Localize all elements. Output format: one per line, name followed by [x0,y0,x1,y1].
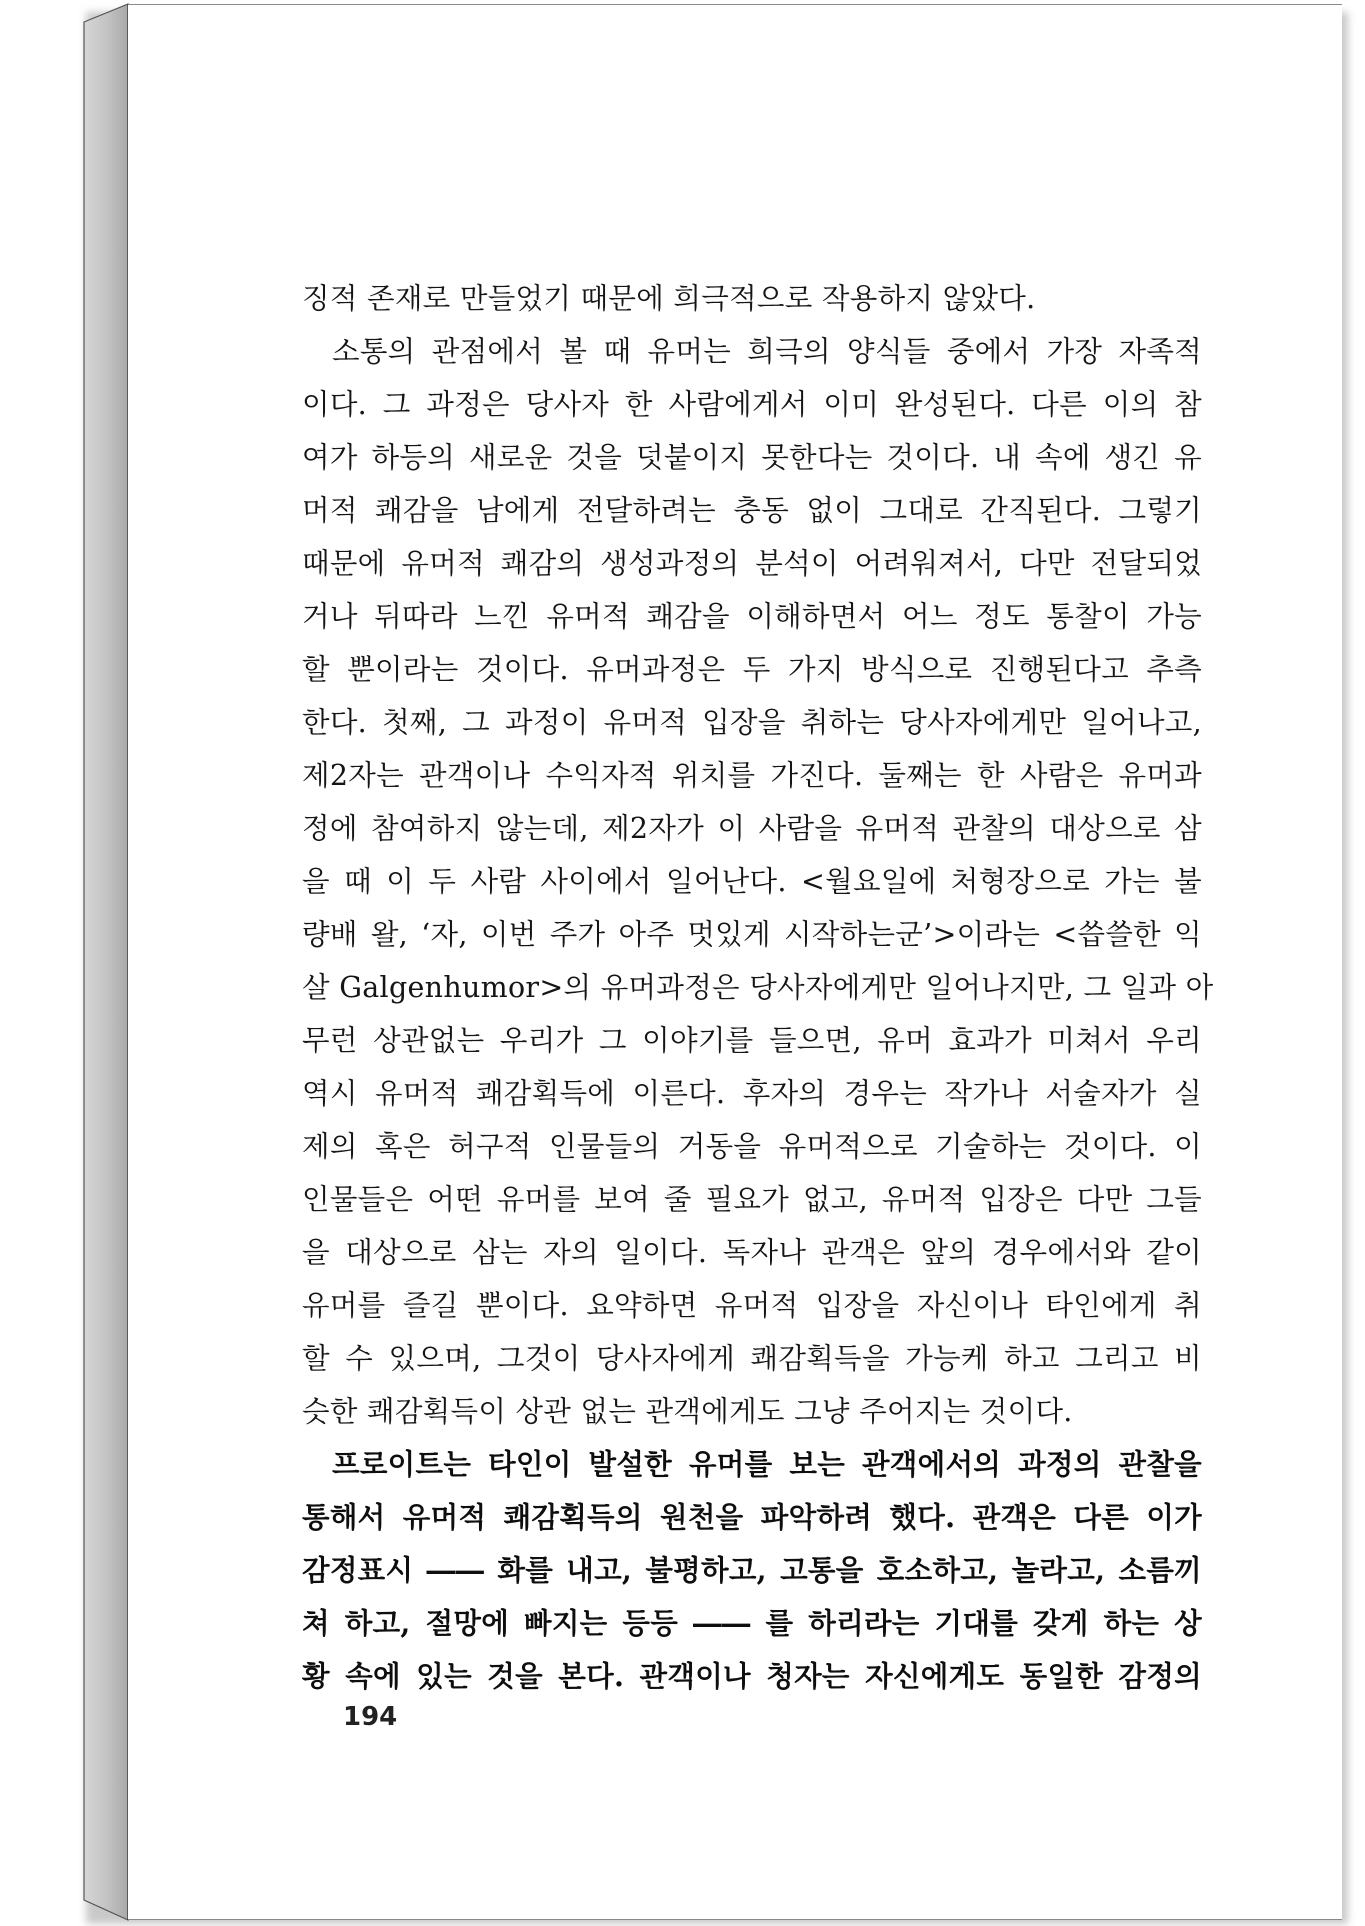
text-line: 을 때 이 두 사람 사이에서 일어난다. <월요일에 처형장으로 가는 불 [302,865,1202,898]
text-line: 징적 존재로 만들었기 때문에 희극적으로 작용하지 않았다. [302,282,1036,315]
text-line: 할 수 있으며, 그것이 당사자에게 쾌감획득을 가능케 하고 그리고 비 [302,1342,1202,1375]
text-line: 소통의 관점에서 볼 때 유머는 희극의 양식들 중에서 가장 자족적 [332,335,1202,368]
body-text [302,272,1214,1703]
text-line: 감정표시 ―― 화를 내고, 불평하고, 고통을 호소하고, 놀라고, 소름끼 [302,1553,1202,1587]
text-line: 정에 참여하지 않는데, 제2자가 이 사람을 유머적 관찰의 대상으로 삼 [302,812,1202,845]
text-line: 슷한 쾌감획득이 상관 없는 관객에게도 그냥 주어지는 것이다. [302,1395,1073,1428]
text-line: 살 Galgenhumor>의 유머과정은 당사자에게만 일어나지만, 그 일과 아 [302,971,1214,1004]
text-line: 제2자는 관객이나 수익자적 위치를 가진다. 둘째는 한 사람은 유머과 [302,759,1202,792]
text-line: 할 뿐이라는 것이다. 유머과정은 두 가지 방식으로 진행된다고 추측 [302,653,1202,686]
page-number: 194 [343,1702,398,1732]
text-line: 제의 혹은 허구적 인물들의 거동을 유머적으로 기술하는 것이다. 이 [302,1130,1202,1163]
text-line: 여가 하등의 새로운 것을 덧붙이지 못한다는 것이다. 내 속에 생긴 유 [302,441,1202,474]
text-line: 한다. 첫째, 그 과정이 유머적 입장을 취하는 당사자에게만 일어나고, [302,706,1202,739]
text-line: 쳐 하고, 절망에 빠지는 등등 ―― 를 하리라는 기대를 갖게 하는 상 [302,1606,1202,1640]
text-line: 때문에 유머적 쾌감의 생성과정의 분석이 어려워져서, 다만 전달되었 [302,547,1202,580]
text-line: 량배 왈, ‘자, 이번 주가 아주 멋있게 시작하는군’>이라는 <씁쓸한 익 [302,918,1202,951]
text-line: 무런 상관없는 우리가 그 이야기를 들으면, 유머 효과가 미쳐서 우리 [302,1024,1202,1057]
text-line: 머적 쾌감을 남에게 전달하려는 충동 없이 그대로 간직된다. 그렇기 [302,494,1202,527]
text-line: 역시 유머적 쾌감획득에 이른다. 후자의 경우는 작가나 서술자가 실 [302,1077,1202,1110]
text-line: 을 대상으로 삼는 자의 일이다. 독자나 관객은 앞의 경우에서와 같이 [302,1236,1202,1269]
text-line: 유머를 즐길 뿐이다. 요약하면 유머적 입장을 자신이나 타인에게 취 [302,1289,1202,1322]
text-line: 인물들은 어떤 유머를 보여 줄 필요가 없고, 유머적 입장은 다만 그들 [302,1183,1202,1216]
text-line: 이다. 그 과정은 당사자 한 사람에게서 이미 완성된다. 다른 이의 참 [302,388,1202,421]
text-line: 프로이트는 타인이 발설한 유머를 보는 관객에서의 과정의 관찰을 [332,1447,1202,1481]
text-line: 거나 뒤따라 느낀 유머적 쾌감을 이해하면서 어느 정도 통찰이 가능 [302,600,1202,633]
text-line: 황 속에 있는 것을 본다. 관객이나 청자는 자신에게도 동일한 감정의 [302,1659,1202,1693]
text-line: 통해서 유머적 쾌감획득의 원천을 파악하려 했다. 관객은 다른 이가 [302,1500,1202,1534]
